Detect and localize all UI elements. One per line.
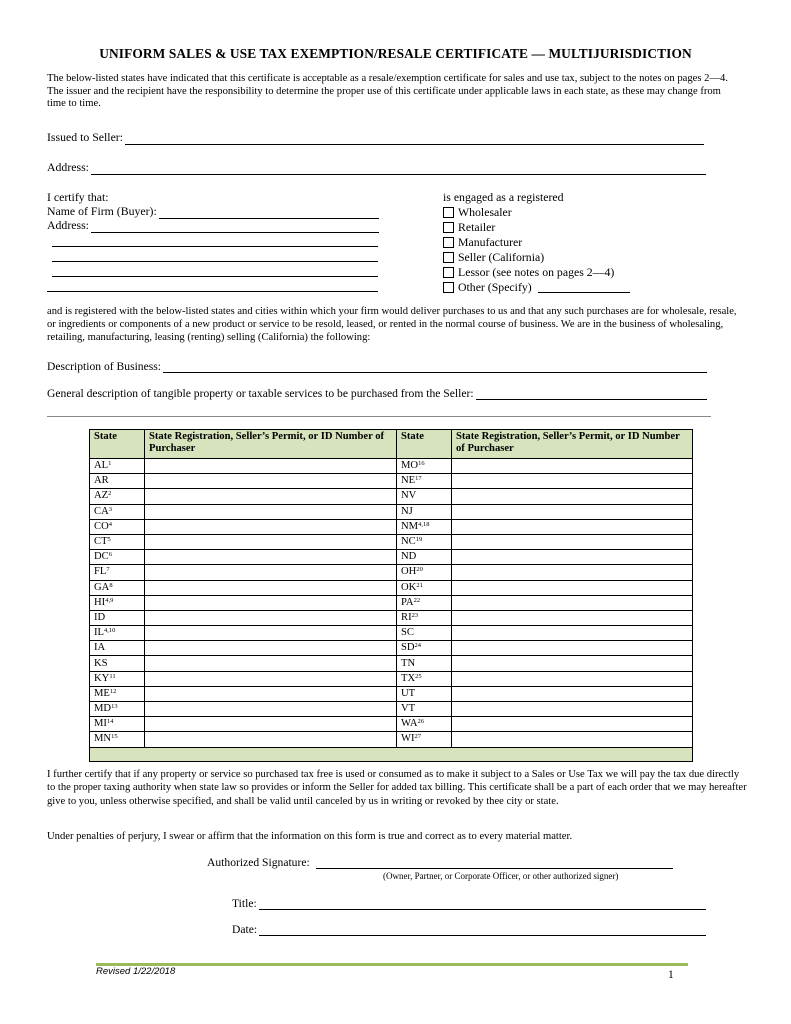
header-registration-right: State Registration, Seller’s Permit, or ID Number of Purchaser xyxy=(452,430,693,459)
title-field[interactable] xyxy=(259,899,706,910)
state-abbr: AR xyxy=(94,475,109,487)
state-abbr: MN xyxy=(94,733,112,745)
registration-number-cell-left[interactable] xyxy=(145,626,397,641)
option-retailer[interactable] xyxy=(443,220,495,234)
option-lessor[interactable] xyxy=(443,265,614,279)
retailer-label: Retailer xyxy=(458,219,496,234)
engaged-as-label: is engaged as a registered xyxy=(443,190,564,204)
state-code-right xyxy=(397,489,452,504)
state-code-left xyxy=(90,610,145,625)
header-state-left: State xyxy=(90,430,145,459)
table-row xyxy=(90,626,693,641)
seller-california-checkbox[interactable] xyxy=(443,252,454,263)
registration-number-cell-left[interactable] xyxy=(145,702,397,717)
perjury-statement: Under penalties of perjury, I swear or affirm that the information on this form is true and correct as to every material matter. xyxy=(47,831,573,842)
table-footer-cell xyxy=(90,747,693,761)
state-abbr: NV xyxy=(401,490,417,502)
state-abbr: WA xyxy=(401,718,418,730)
state-abbr: WI xyxy=(401,733,415,745)
registration-paragraph: and is registered with the below-listed states and cities within which your firm would deliver purchases to us and that any such purchases are for wholesale, resale, or ingredients or components of a new product or service to be resold, leased, or rented in the normal course of business. We are in the business of wholesaling, retailing, manufacturing, leasing (renting) selling (California) the following: xyxy=(47,306,737,343)
state-abbr: ME xyxy=(94,687,110,699)
state-code-right xyxy=(397,534,452,549)
state-abbr: CA xyxy=(94,505,109,517)
state-code-right xyxy=(397,565,452,580)
state-code-left xyxy=(90,686,145,701)
registration-number-cell-left[interactable] xyxy=(145,489,397,504)
state-abbr: CT xyxy=(94,536,108,548)
table-footer-row xyxy=(90,747,693,761)
lessor-checkbox[interactable] xyxy=(443,267,454,278)
registration-number-cell-right[interactable] xyxy=(452,626,693,641)
state-abbr: TX xyxy=(401,672,416,684)
firm-name-label: Name of Firm (Buyer): xyxy=(47,204,157,218)
buyer-address-line-5[interactable] xyxy=(47,291,378,292)
registration-number-cell-left[interactable] xyxy=(145,504,397,519)
footnote-ref: 2 xyxy=(108,490,112,498)
registration-number-cell-right[interactable] xyxy=(452,580,693,595)
state-code-left xyxy=(90,626,145,641)
seller-address-row xyxy=(47,160,706,175)
option-other[interactable] xyxy=(443,280,630,294)
state-code-right xyxy=(397,610,452,625)
intro-paragraph: The below-listed states have indicated that this certificate is acceptable as a resale/exemption certificate for sales and use tax, subject to the notes on pages 2—4. The issuer and the recipient have the responsibility to determine the proper use of this certificate under applicable laws in each state, as these may change from time to time. xyxy=(47,73,728,110)
buyer-address-line-2[interactable] xyxy=(52,246,378,247)
footnote-ref: 6 xyxy=(108,551,112,559)
state-code-left xyxy=(90,732,145,747)
seller-address-field[interactable] xyxy=(91,164,706,175)
state-code-right xyxy=(397,626,452,641)
authorized-signature-field[interactable] xyxy=(316,858,673,869)
option-seller-california[interactable] xyxy=(443,250,544,264)
registration-number-cell-right[interactable] xyxy=(452,702,693,717)
registration-number-cell-left[interactable] xyxy=(145,580,397,595)
state-code-left xyxy=(90,671,145,686)
state-code-left xyxy=(90,474,145,489)
footnote-ref: 21 xyxy=(416,581,423,589)
state-abbr: IA xyxy=(94,642,106,654)
date-label: Date: xyxy=(232,923,258,936)
state-code-right xyxy=(397,717,452,732)
state-code-right xyxy=(397,595,452,610)
state-abbr: RI xyxy=(401,611,412,623)
registration-number-cell-left[interactable] xyxy=(145,656,397,671)
state-code-right xyxy=(397,519,452,534)
footnote-ref: 12 xyxy=(109,687,117,695)
state-abbr: KY xyxy=(94,672,110,684)
state-code-right xyxy=(397,550,452,565)
state-code-right xyxy=(397,686,452,701)
state-code-left xyxy=(90,595,145,610)
registration-number-cell-left[interactable] xyxy=(145,595,397,610)
title-row xyxy=(232,897,706,910)
registration-number-cell-right[interactable] xyxy=(452,686,693,701)
state-abbr: TN xyxy=(401,657,416,669)
registration-number-cell-right[interactable] xyxy=(452,565,693,580)
description-of-business-field[interactable] xyxy=(163,362,707,373)
registration-number-cell-left[interactable] xyxy=(145,519,397,534)
footnote-ref: 16 xyxy=(418,460,425,468)
footnote-ref: 3 xyxy=(108,505,112,513)
buyer-address-line-3[interactable] xyxy=(52,261,378,262)
states-table-header xyxy=(90,430,693,459)
state-abbr: NJ xyxy=(401,505,413,517)
footnote-ref: 13 xyxy=(111,703,118,711)
footnote-ref: 27 xyxy=(414,733,422,741)
registration-number-cell-left[interactable] xyxy=(145,550,397,565)
seller-california-label: Seller (California) xyxy=(458,249,545,264)
registration-number-cell-left[interactable] xyxy=(145,686,397,701)
footnote-ref: 23 xyxy=(411,611,419,619)
states-table-wrap xyxy=(89,429,693,745)
state-code-left xyxy=(90,550,145,565)
footnote-ref: 17 xyxy=(415,475,422,483)
table-row xyxy=(90,702,693,717)
registration-number-cell-right[interactable] xyxy=(452,534,693,549)
table-row xyxy=(90,459,693,474)
state-abbr: AL xyxy=(94,460,109,472)
state-code-left xyxy=(90,702,145,717)
registration-number-cell-right[interactable] xyxy=(452,474,693,489)
other-label: Other (Specify) xyxy=(458,279,532,294)
registration-number-cell-right[interactable] xyxy=(452,550,693,565)
state-code-right xyxy=(397,474,452,489)
general-description-line-2[interactable] xyxy=(47,416,711,417)
issued-to-seller-row xyxy=(47,130,704,145)
table-row xyxy=(90,565,693,580)
table-row xyxy=(90,474,693,489)
buyer-address-line-4[interactable] xyxy=(52,276,378,277)
registration-number-cell-right[interactable] xyxy=(452,656,693,671)
table-row xyxy=(90,595,693,610)
table-row xyxy=(90,534,693,549)
authorized-signature-label: Authorized Signature: xyxy=(207,856,310,869)
state-code-right xyxy=(397,656,452,671)
authorized-signature-row xyxy=(207,856,673,869)
footnote-ref: 15 xyxy=(111,733,118,741)
state-abbr: DC xyxy=(94,551,109,563)
table-row xyxy=(90,671,693,686)
state-abbr: GA xyxy=(94,581,110,593)
state-code-left xyxy=(90,534,145,549)
buyer-address-row xyxy=(47,218,379,233)
firm-name-row xyxy=(47,204,379,219)
state-code-left xyxy=(90,504,145,519)
registration-number-cell-right[interactable] xyxy=(452,459,693,474)
registration-number-cell-left[interactable] xyxy=(145,732,397,747)
state-code-left xyxy=(90,519,145,534)
footnote-ref: 20 xyxy=(416,566,423,574)
general-description-field[interactable] xyxy=(476,389,707,400)
signature-caption: (Owner, Partner, or Corporate Officer, or other authorized signer) xyxy=(383,871,619,881)
table-row xyxy=(90,656,693,671)
table-row xyxy=(90,519,693,534)
footnote-ref: 4,10 xyxy=(104,627,116,635)
page-number: 1 xyxy=(668,969,674,981)
seller-address-label: Address: xyxy=(47,160,89,174)
state-code-right xyxy=(397,504,452,519)
footnote-ref: 4,9 xyxy=(105,596,114,604)
state-abbr: SC xyxy=(401,627,414,639)
wholesaler-checkbox[interactable] xyxy=(443,207,454,218)
issued-to-seller-label: Issued to Seller: xyxy=(47,130,124,144)
state-code-left xyxy=(90,717,145,732)
state-abbr: OK xyxy=(401,581,417,593)
other-specify-field[interactable] xyxy=(538,282,630,293)
state-abbr: SD xyxy=(401,642,415,654)
footnote-ref: 5 xyxy=(107,536,111,544)
table-row xyxy=(90,610,693,625)
certify-block xyxy=(47,190,109,204)
manufacturer-checkbox[interactable] xyxy=(443,237,454,248)
state-abbr: IL xyxy=(94,627,104,639)
buyer-address-field[interactable] xyxy=(91,222,379,233)
state-abbr: NM xyxy=(401,520,419,532)
state-abbr: ND xyxy=(401,551,417,563)
further-certify-paragraph: I further certify that if any property or service so purchased tax free is used or consumed as to make it subject to a Sales or Use Tax we will pay the tax due directly to the proper taxing authority when state law so provides or inform the Seller for added tax billing. This certificate shall be a part of each order that we may hereafter give to you, unless otherwise specified, and shall be valid until canceled by us in writing or revoked by thee city or state. xyxy=(47,769,747,807)
state-abbr: VT xyxy=(401,703,416,715)
footnote-ref: 14 xyxy=(106,718,114,726)
state-abbr: HI xyxy=(94,596,106,608)
registration-number-cell-left[interactable] xyxy=(145,474,397,489)
registration-number-cell-left[interactable] xyxy=(145,459,397,474)
footnote-ref: 22 xyxy=(413,596,421,604)
footnote-ref: 8 xyxy=(109,581,113,589)
registration-number-cell-right[interactable] xyxy=(452,671,693,686)
registration-number-cell-left[interactable] xyxy=(145,671,397,686)
table-row xyxy=(90,504,693,519)
states-table-body xyxy=(90,459,693,762)
state-abbr: UT xyxy=(401,687,416,699)
state-abbr: MD xyxy=(94,703,112,715)
footnote-ref: 19 xyxy=(415,536,423,544)
state-abbr: AZ xyxy=(94,490,109,502)
issued-to-seller-field[interactable] xyxy=(125,134,704,145)
footnote-ref: 4,18 xyxy=(418,520,430,528)
state-abbr: NE xyxy=(401,475,416,487)
table-row xyxy=(90,550,693,565)
footnote-ref: 24 xyxy=(414,642,422,650)
state-code-right xyxy=(397,641,452,656)
description-of-business-row xyxy=(47,360,707,373)
state-code-left xyxy=(90,459,145,474)
other-checkbox[interactable] xyxy=(443,282,454,293)
footnote-ref: 25 xyxy=(415,672,422,680)
registration-number-cell-right[interactable] xyxy=(452,610,693,625)
registration-number-cell-left[interactable] xyxy=(145,565,397,580)
registration-number-cell-right[interactable] xyxy=(452,595,693,610)
state-abbr: NC xyxy=(401,536,416,548)
footnote-ref: 11 xyxy=(109,672,116,680)
state-code-left xyxy=(90,489,145,504)
footer-rule xyxy=(96,963,688,966)
description-of-business-label: Description of Business: xyxy=(47,360,161,373)
registration-number-cell-right[interactable] xyxy=(452,732,693,747)
wholesaler-label: Wholesaler xyxy=(458,204,512,219)
footnote-ref: 7 xyxy=(106,566,110,574)
table-row xyxy=(90,717,693,732)
state-code-left xyxy=(90,565,145,580)
footnote-ref: 26 xyxy=(417,718,424,726)
state-code-right xyxy=(397,580,452,595)
registration-number-cell-right[interactable] xyxy=(452,641,693,656)
state-code-right xyxy=(397,671,452,686)
table-row xyxy=(90,641,693,656)
buyer-address-label: Address: xyxy=(47,218,89,232)
lessor-label: Lessor (see notes on pages 2—4) xyxy=(458,264,615,279)
header-registration-left: State Registration, Seller’s Permit, or ID Number of Purchaser xyxy=(145,430,397,459)
footnote-ref: 4 xyxy=(108,520,112,528)
state-code-right xyxy=(397,732,452,747)
state-code-left xyxy=(90,580,145,595)
header-state-right: State xyxy=(397,430,452,459)
date-row xyxy=(232,923,706,936)
registration-number-cell-right[interactable] xyxy=(452,717,693,732)
date-field[interactable] xyxy=(259,925,706,936)
table-row xyxy=(90,489,693,504)
state-abbr: MO xyxy=(401,460,419,472)
state-code-left xyxy=(90,641,145,656)
state-abbr: MI xyxy=(94,718,107,730)
general-description-label: General description of tangible property or taxable services to be purchased from the Seller: xyxy=(47,387,474,400)
title-label: Title: xyxy=(232,897,257,910)
state-code-right xyxy=(397,459,452,474)
states-table xyxy=(89,429,693,762)
option-wholesaler[interactable] xyxy=(443,205,512,219)
state-code-left xyxy=(90,656,145,671)
state-abbr: FL xyxy=(94,566,107,578)
certify-intro: I certify that: xyxy=(47,190,109,204)
registration-number-cell-left[interactable] xyxy=(145,717,397,732)
retailer-checkbox[interactable] xyxy=(443,222,454,233)
state-abbr: OH xyxy=(401,566,417,578)
registration-number-cell-right[interactable] xyxy=(452,519,693,534)
registration-number-cell-left[interactable] xyxy=(145,610,397,625)
revised-date: Revised 1/22/2018 xyxy=(96,966,176,977)
state-abbr: CO xyxy=(94,520,109,532)
table-row xyxy=(90,580,693,595)
state-abbr: PA xyxy=(401,596,414,608)
registration-number-cell-right[interactable] xyxy=(452,489,693,504)
option-manufacturer[interactable] xyxy=(443,235,522,249)
table-row xyxy=(90,686,693,701)
registration-number-cell-left[interactable] xyxy=(145,641,397,656)
manufacturer-label: Manufacturer xyxy=(458,234,523,249)
registration-number-cell-right[interactable] xyxy=(452,504,693,519)
document-title: UNIFORM SALES & USE TAX EXEMPTION/RESALE CERTIFICATE — MULTIJURISDICTION xyxy=(99,46,692,61)
table-row xyxy=(90,732,693,747)
registration-number-cell-left[interactable] xyxy=(145,534,397,549)
state-abbr: KS xyxy=(94,657,108,669)
state-code-right xyxy=(397,702,452,717)
state-abbr: ID xyxy=(94,611,106,623)
footnote-ref: 1 xyxy=(108,460,112,468)
general-description-row xyxy=(47,387,707,400)
